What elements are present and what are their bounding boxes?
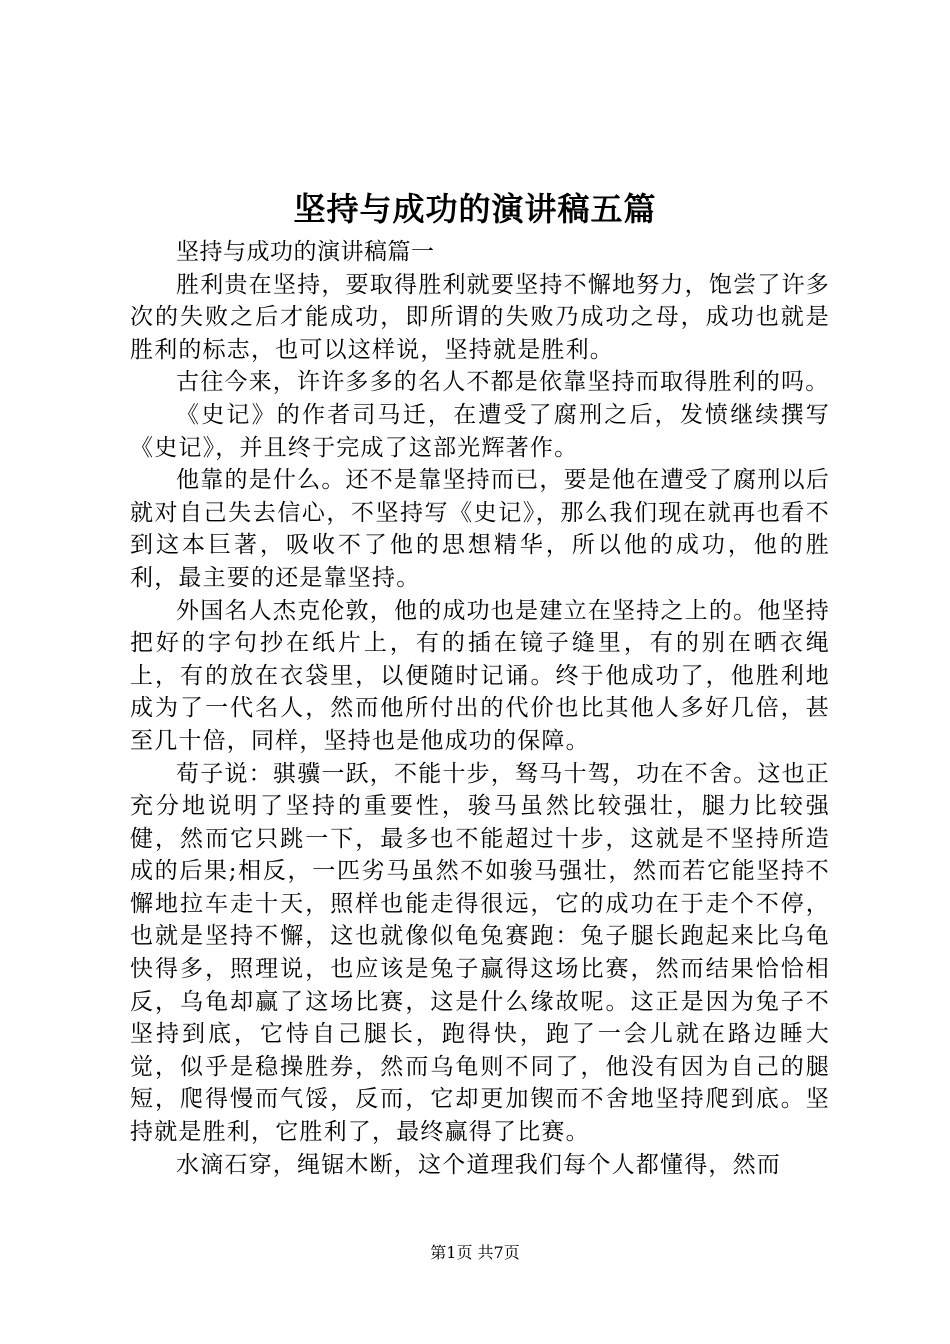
- page-number: 第1页 共7页: [430, 1243, 520, 1262]
- section-heading: 坚持与成功的演讲稿篇一: [176, 239, 435, 265]
- document-title: 坚持与成功的演讲稿五篇: [293, 190, 657, 228]
- paragraph: 水滴石穿，绳锯木断，这个道理我们每个人都懂得，然而: [176, 1151, 781, 1178]
- paragraph: 胜利贵在坚持，要取得胜利就要坚持不懈地努力，饱尝了许多次的失败之后才能成功，即所谓的失败乃成功之母，成功也就是胜利的标志，也可以这样说，坚持就是胜利。: [130, 271, 830, 363]
- paragraph: 外国名人杰克伦敦，他的成功也是建立在坚持之上的。他坚持把好的字句抄在纸片上，有的插在镜子缝里，有的别在晒衣绳上，有的放在衣袋里，以便随时记诵。终于他成功了，他胜利地成为了一代名人，然而他所付出的代价也比其他人多好几倍，甚至几十倍，同样，坚持也是他成功的保障。: [130, 597, 830, 754]
- paragraph: 他靠的是什么。还不是靠坚持而已，要是他在遭受了腐刑以后就对自己失去信心，不坚持写《史记》，那么我们现在就再也看不到这本巨著，吸收不了他的思想精华，所以他的成功，他的胜利，最主要的还是靠坚持。: [130, 467, 830, 591]
- document-body: [130, 236, 830, 1181]
- paragraph: 《史记》的作者司马迁，在遭受了腐刑之后，发愤继续撰写《史记》，并且终于完成了这部光辉著作。: [130, 401, 830, 461]
- paragraph: 古往今来，许许多多的名人不都是依靠坚持而取得胜利的吗。: [176, 369, 830, 396]
- paragraph: 荀子说：骐骥一跃，不能十步，驽马十驾，功在不舍。这也正充分地说明了坚持的重要性，骏马虽然比较强壮，腿力比较强健，然而它只跳一下，最多也不能超过十步，这就是不坚持所造成的后果;相反，一匹劣马虽然不如骏马强壮，然而若它能坚持不懈地拉车走十天，照样也能走得很远，它的成功在于走个不停，也就是坚持不懈，这也就像似龟兔赛跑：兔子腿长跑起来比乌龟快得多，照理说，也应该是兔子赢得这场比赛，然而结果恰恰相反，乌龟却赢了这场比赛，这是什么缘故呢。这正是因为兔子不坚持到底，它恃自己腿长，跑得快，跑了一会儿就在路边睡大觉，似乎是稳操胜券，然而乌龟则不同了，他没有因为自己的腿短，爬得慢而气馁，反而，它却更加锲而不舍地坚持爬到底。坚持就是胜利，它胜利了，最终赢得了比赛。: [130, 760, 830, 1146]
